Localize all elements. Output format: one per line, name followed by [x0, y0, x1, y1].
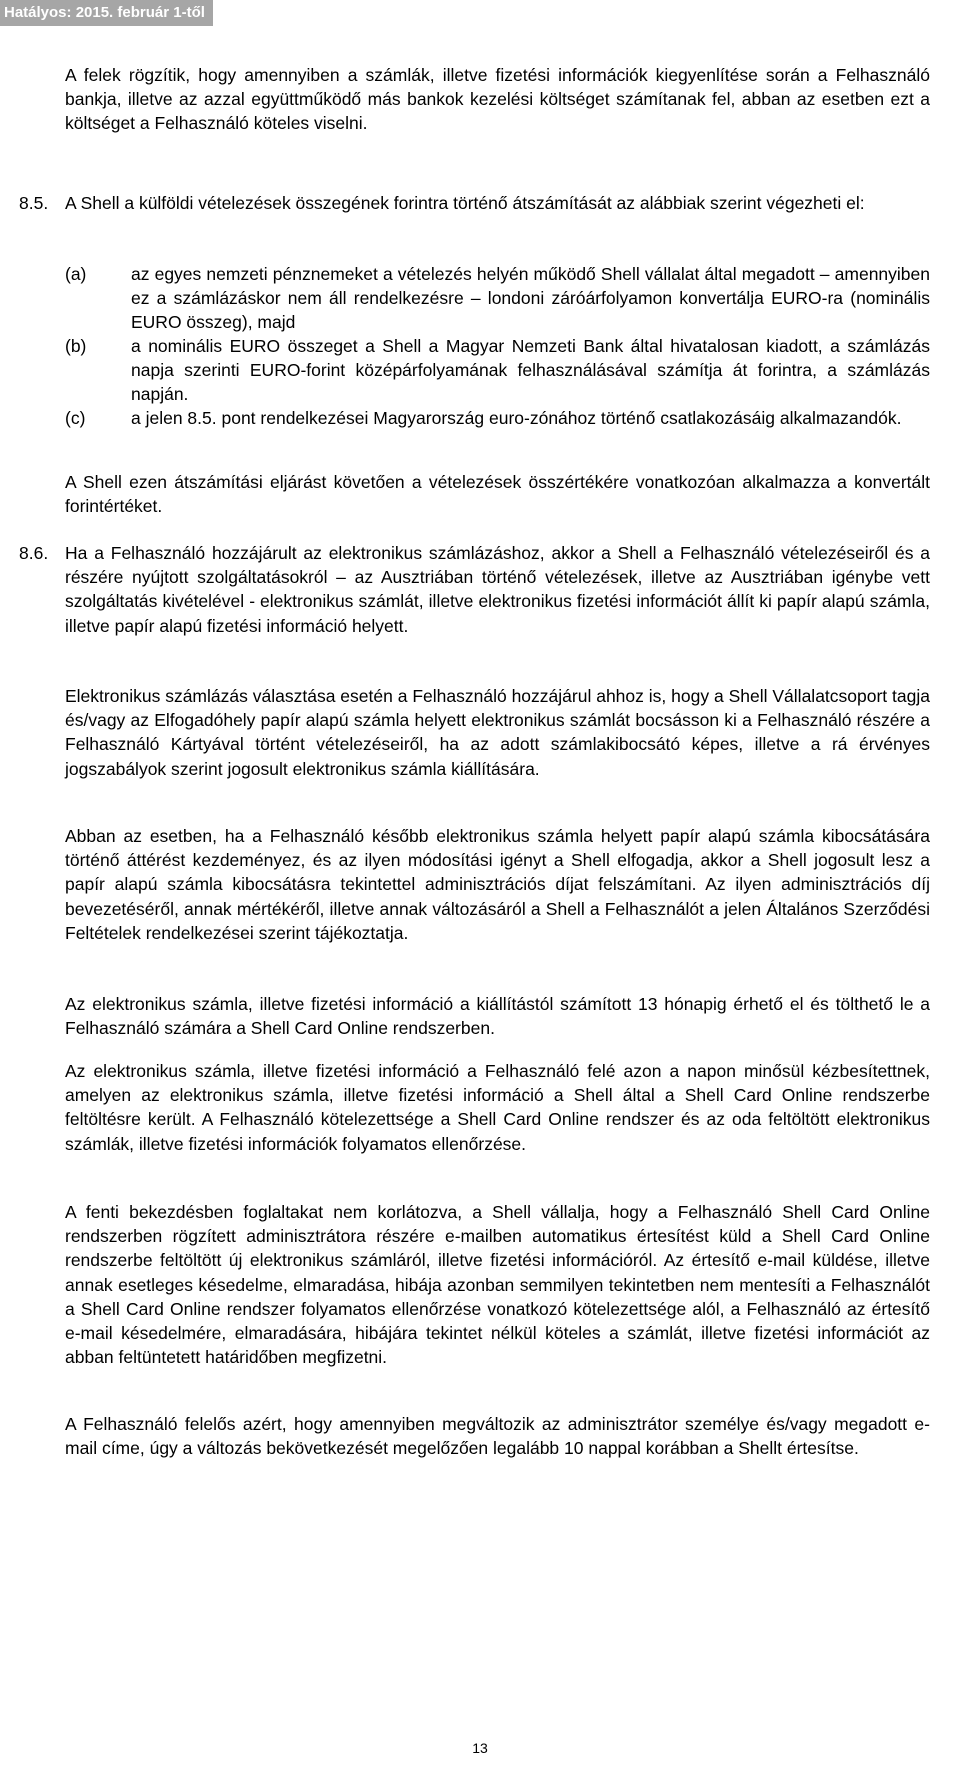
effective-date-banner: Hatályos: 2015. február 1-től — [0, 0, 213, 26]
list-item-letter-c: (c) — [65, 408, 86, 428]
paragraph-email-notification: A fenti bekezdésben foglaltakat nem korlátozva, a Shell vállalja, hogy a Felhasználó Shell Card Online rendszerben rögzített adminisztrátora részére e-mailben automatikus értesítést küld a Shell Card Online rendszerbe feltöltött új elektronikus számláról, illetve fizetési információról. Az értesítő e-mail küldése, illetve annak esetleges késedelme, elmaradása, hibája azonban semmilyen tekintetben nem mentesíti a Felhasználót a Shell Card Online rendszer folyamatos ellenőrzése vonatkozó kötelezettsége alól, a Felhasználó az értesítő e-mail késedelmére, elmaradására, hibájára tekintet nélkül köteles a számlát, illetve fizetési információt az abban feltüntetett határidőben megfizetni. — [65, 1202, 930, 1368]
paragraph-paper-invoice-switch: Abban az esetben, ha a Felhasználó később elektronikus számla helyett papír alapú számla kibocsátására történő áttérést kezdeményez, és az ilyen módosítási igényt a Shell elfogadja, akkor a Shell jogosult lesz a papír alapú számla kibocsátásra tekintettel adminisztrációs díjat felszámítani. Az ilyen adminisztrációs díj bevezetéséről, annak mértékéről, illetve annak változásáról a Shell a Felhasználót a jelen Általános Szerződési Feltételek rendelkezései szerint tájékoztatja. — [65, 826, 930, 943]
list-item-c-text: a jelen 8.5. pont rendelkezései Magyarország euro-zónához történő csatlakozásáig alkalmazandók. — [131, 408, 902, 428]
section-8-5-text: A Shell a külföldi vételezések összegének forintra történő átszámítását az alábbiak szerint végezheti el: — [65, 193, 865, 213]
page-number: 13 — [472, 1740, 488, 1756]
paragraph-electronic-invoicing: Elektronikus számlázás választása esetén a Felhasználó hozzájárul ahhoz is, hogy a Shell Vállalatcsoport tagja és/vagy az Elfogadóhely papír alapú számla helyett elektronikus számlát bocsásson ki a Felhasználó részére a Felhasználó Kártyával történt vételezéseiről, ha az adott számlakibocsátó képes, illetve a rá érvényes jogszabályok szerint jogosult elektronikus számla kiállítására. — [65, 686, 930, 779]
paragraph-13-month-access: Az elektronikus számla, illetve fizetési információ a kiállítástól számított 13 hónapig érhető el és tölthető le a Felhasználó számára a Shell Card Online rendszerben. — [65, 994, 930, 1039]
section-8-6-text: Ha a Felhasználó hozzájárult az elektronikus számlázáshoz, akkor a Shell a Felhasználó vételezéseiről és a részére nyújtott szolgáltatásokról – az Ausztriában történő vételezések, illetve az Ausztriában igénybe vett szolgáltatás kivételével - elektronikus számlát, illetve elektronikus fizetési információt állít ki papír alapú számla, illetve papír alapú fizetési információ helyett. — [65, 543, 930, 636]
section-number-8-5: 8.5. — [19, 193, 49, 213]
paragraph-delivery: Az elektronikus számla, illetve fizetési információ a Felhasználó felé azon a napon minősül kézbesítettnek, amelyen az elektronikus számla, illetve fizetési információ a Shell által a Shell Card Online rendszerbe feltöltésre került. A Felhasználó kötelezettsége a Shell Card Online rendszer és az oda feltöltött elektronikus számlák, illetve fizetési információk folyamatos ellenőrzése. — [65, 1061, 930, 1154]
list-item-a-text: az egyes nemzeti pénznemeket a vételezés helyén működő Shell vállalat által megadott – amennyiben ez a számlázáskor nem áll rendelkezésre – londoni záróárfolyamon konvertálja EURO-ra (nominális EURO összeg), majd — [131, 264, 930, 333]
paragraph-administrator-change: A Felhasználó felelős azért, hogy amennyiben megváltozik az adminisztrátor személye és/vagy megadott e-mail címe, úgy a változás bekövetkezését megelőzően legalább 10 nappal korábban a Shellt értesítse. — [65, 1414, 930, 1459]
paragraph-intro: A felek rögzítik, hogy amennyiben a számlák, illetve fizetési információk kiegyenlítése során a Felhasználó bankja, illetve az azzal együttműködő más bankok kezelési költséget számítanak fel, abban az esetben ezt a költséget a Felhasználó köteles viselni. — [65, 65, 930, 134]
list-item-b-text: a nominális EURO összeget a Shell a Magyar Nemzeti Bank által hivatalosan kiadott, a számlázás napja szerinti EURO-forint középárfolyamának felhasználásával számítja át forintra, a számlázás napján. — [131, 336, 930, 405]
list-item-letter-b: (b) — [65, 336, 87, 356]
list-item-letter-a: (a) — [65, 264, 87, 284]
section-number-8-6: 8.6. — [19, 543, 49, 563]
paragraph-section-8-5-after: A Shell ezen átszámítási eljárást követően a vételezések összértékére vonatkozóan alkalmazza a konvertált forintértéket. — [65, 472, 930, 517]
